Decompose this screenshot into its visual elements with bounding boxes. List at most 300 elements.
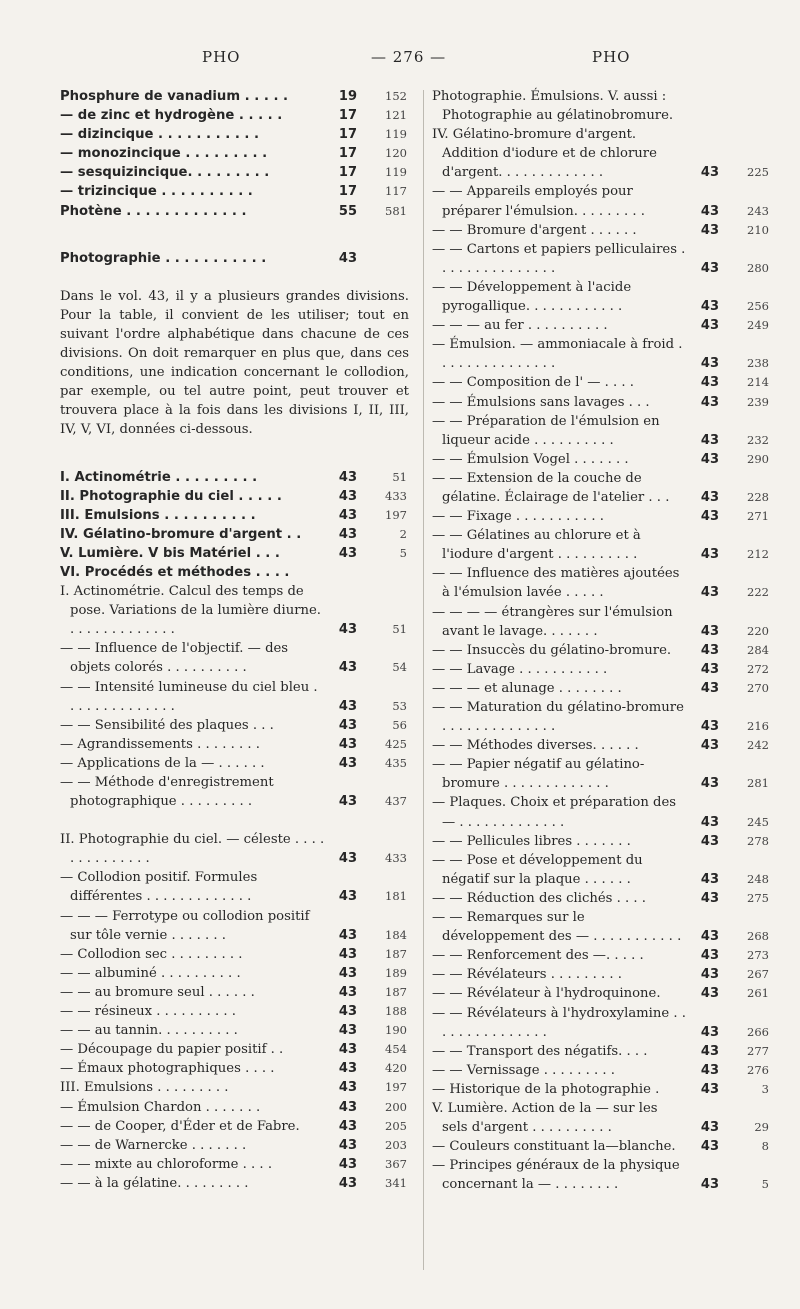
entry-page: 278	[747, 833, 769, 848]
entry-page: 29	[754, 1120, 769, 1135]
entry-page: 276	[747, 1062, 769, 1077]
entry-page: 205	[385, 1118, 407, 1133]
entry-volume: 43	[338, 1004, 357, 1020]
entry-text: II. Photographie du ciel . . . . .	[60, 488, 282, 504]
entry-text: — — au tannin. . . . . . . . . .	[60, 1023, 238, 1039]
entry-text: — — Insuccès du gélatino-bromure.	[432, 642, 672, 658]
entry-volume: 43	[700, 1139, 719, 1155]
entry-volume: 43	[700, 260, 719, 276]
entry-page: 272	[747, 661, 769, 676]
entry-text: Phosphure de vanadium . . . . .	[60, 89, 289, 104]
page-header	[0, 48, 800, 74]
entry-volume: 43	[338, 1137, 357, 1153]
entry-page: 433	[385, 851, 407, 866]
index-entry	[60, 468, 415, 487]
entry-text: — — mixte au chloroforme . . . .	[60, 1156, 273, 1172]
entry-text: — — Cartons et papiers pelliculaires . . . . . . . . . . . . . . .	[432, 241, 686, 276]
index-entry	[432, 1156, 777, 1194]
header-left: PHO	[202, 48, 241, 66]
entry-page: 119	[385, 127, 407, 142]
entry-volume: 43	[700, 451, 719, 467]
entry-volume: 43	[338, 622, 357, 638]
entry-text: — de zinc et hydrogène . . . . .	[60, 108, 283, 124]
entry-volume: 43	[338, 1099, 357, 1115]
ciel-entries	[60, 830, 415, 1193]
entry-volume: 43	[700, 299, 719, 315]
entry-page: 53	[392, 698, 407, 713]
index-entry	[432, 221, 777, 240]
entry-volume: 17	[338, 108, 357, 124]
entry-page: 188	[385, 1004, 407, 1019]
index-entry	[432, 240, 777, 278]
entry-text: — — Pose et développement du négatif sur la plaque . . . . . .	[432, 852, 643, 887]
index-entry	[60, 87, 415, 106]
entry-page: 197	[385, 507, 407, 522]
entry-volume: 43	[338, 469, 357, 485]
index-entry	[60, 163, 415, 182]
entry-text: IV. Gélatino-bromure d'argent. Addition d'iodure et de chlorure d'argent. . . . . . . . . . . . .	[432, 127, 657, 181]
entry-page: 181	[385, 889, 407, 904]
index-entry	[60, 1002, 415, 1021]
index-entry	[60, 716, 415, 735]
entry-text: — monozincique . . . . . . . . .	[60, 146, 268, 162]
index-entry	[60, 1021, 415, 1040]
entry-text: — — au bromure seul . . . . . .	[60, 984, 255, 1000]
entry-volume: 43	[338, 736, 357, 752]
entry-volume: 43	[338, 755, 357, 771]
index-entry	[60, 487, 415, 506]
index-entry	[60, 544, 415, 563]
entry-volume: 43	[338, 1080, 357, 1096]
entry-page: 190	[385, 1023, 407, 1038]
entry-volume: 43	[338, 984, 357, 1000]
index-entry	[60, 1040, 415, 1059]
index-entry	[432, 1099, 777, 1137]
entry-text: — — Transport des négatifs. . . .	[432, 1043, 648, 1059]
entry-page: 3	[761, 1081, 769, 1096]
index-entry	[432, 946, 777, 965]
entry-text: — Principes généraux de la physique concernant la — . . . . . . . .	[432, 1158, 680, 1193]
entry-page: 367	[385, 1156, 407, 1171]
entry-text: — — de Warnercke . . . . . . .	[60, 1137, 247, 1153]
index-entry	[432, 125, 777, 182]
entry-page: 203	[385, 1137, 407, 1152]
index-entry	[60, 773, 415, 811]
entry-volume: 43	[700, 776, 719, 792]
entry-text: — — de Cooper, d'Éder et de Fabre.	[60, 1118, 300, 1134]
entry-page: 270	[747, 680, 769, 695]
entry-page: 117	[385, 184, 407, 199]
index-entry	[432, 469, 777, 507]
entry-page: 121	[385, 108, 407, 123]
entry-text: — — Renforcement des —. . . . .	[432, 948, 644, 964]
phosphure-entries	[60, 87, 415, 221]
entry-volume: 43	[700, 814, 719, 830]
index-entry	[432, 87, 777, 125]
entry-text: I. Actinométrie. Calcul des temps de pose. Variations de la lumière diurne. . . . . . . . . . . . . .	[60, 584, 321, 638]
entry-volume: 43	[700, 890, 719, 906]
entry-page: 120	[385, 146, 407, 161]
index-entry	[432, 278, 777, 316]
entry-text: — Émulsion. — ammoniacale à froid . . . . . . . . . . . . . . .	[432, 337, 683, 372]
entry-volume: 43	[338, 1023, 357, 1039]
index-entry	[432, 793, 777, 831]
entry-page: 420	[385, 1061, 407, 1076]
index-entry	[60, 983, 415, 1002]
entry-volume: 43	[700, 833, 719, 849]
entry-page: 273	[747, 948, 769, 963]
entry-text: — sesquizincique. . . . . . . . .	[60, 165, 270, 181]
entry-volume: 43	[700, 547, 719, 563]
index-entry	[60, 1174, 415, 1193]
index-entry	[60, 182, 415, 201]
index-entry	[60, 1098, 415, 1117]
entry-text: — Collodion positif. Formules différentes . . . . . . . . . . . . .	[60, 870, 258, 905]
division-list	[60, 468, 415, 583]
entry-volume: 43	[700, 585, 719, 601]
entry-page: 238	[747, 356, 769, 371]
entry-page: 54	[392, 660, 407, 675]
entry-text: — — Bromure d'argent . . . . . .	[432, 222, 637, 238]
entry-page: 341	[385, 1175, 407, 1190]
entry-volume: 17	[338, 127, 357, 143]
index-entry	[432, 507, 777, 526]
entry-text: — — Méthode d'enregistrement photographique . . . . . . . . .	[60, 775, 274, 810]
index-entry	[60, 907, 415, 945]
entry-volume: 17	[338, 165, 357, 181]
entry-volume: 17	[338, 184, 357, 200]
entry-volume: 43	[700, 1120, 719, 1136]
entry-page: 261	[747, 986, 769, 1001]
index-entry	[432, 1137, 777, 1156]
entry-text: — — — et alunage . . . . . . . .	[432, 680, 622, 696]
index-entry	[432, 698, 777, 736]
entry-volume: 43	[700, 642, 719, 658]
entry-volume: 43	[338, 698, 357, 714]
right-column	[432, 87, 777, 1194]
entry-volume: 43	[338, 946, 357, 962]
entry-text: I. Actinométrie . . . . . . . . .	[60, 469, 258, 485]
index-entry	[60, 639, 415, 677]
entry-page: 454	[385, 1042, 407, 1057]
entry-volume: 43	[700, 165, 719, 181]
entry-text: — — Pellicules libres . . . . . . .	[432, 833, 631, 849]
entry-volume: 43	[700, 1062, 719, 1078]
entry-volume: 43	[700, 394, 719, 410]
index-entry	[432, 736, 777, 755]
entry-page: 5	[399, 545, 407, 560]
entry-text: IV. Gélatino-bromure d'argent . .	[60, 526, 302, 542]
entry-page: 56	[392, 717, 407, 732]
entry-text: II. Photographie du ciel. — céleste . . . . . . . . . . . . . .	[60, 832, 325, 867]
entry-page: 232	[747, 432, 769, 447]
entry-page: 119	[385, 165, 407, 180]
index-entry	[432, 908, 777, 946]
entry-text: — — Développement à l'acide pyrogallique. . . . . . . . . . . .	[432, 279, 632, 315]
index-entry	[60, 754, 415, 773]
entry-text: — — — au fer . . . . . . . . . .	[432, 318, 608, 334]
entry-text: — — Extension de la couche de gélatine. Éclairage de l'atelier . . .	[432, 470, 670, 505]
entry-volume: 43	[338, 250, 357, 266]
entry-volume: 43	[338, 660, 357, 676]
entry-volume: 43	[700, 967, 719, 983]
index-entry	[60, 125, 415, 144]
entry-text: — dizincique . . . . . . . . . . .	[60, 127, 260, 143]
entry-page: 248	[747, 871, 769, 886]
entry-volume: 43	[338, 851, 357, 867]
entry-volume: 43	[700, 948, 719, 964]
entry-volume: 43	[338, 1156, 357, 1172]
entry-volume: 17	[338, 146, 357, 162]
entry-volume: 43	[338, 1118, 357, 1134]
index-entry	[432, 755, 777, 793]
entry-page: 281	[747, 776, 769, 791]
entry-text: — — Intensité lumineuse du ciel bleu . . . . . . . . . . . . . .	[60, 679, 318, 714]
index-entry	[60, 945, 415, 964]
index-entry	[60, 202, 415, 221]
entry-page: 267	[747, 967, 769, 982]
column-divider	[423, 90, 424, 1270]
entry-text: — trizincique . . . . . . . . . .	[60, 184, 253, 200]
entry-text: — — Papier négatif au gélatino-bromure . . . . . . . . . . . . .	[432, 757, 645, 792]
header-right: PHO	[592, 48, 631, 66]
entry-volume: 43	[700, 929, 719, 945]
entry-text: V. Lumière. V bis Matériel . . .	[60, 545, 280, 561]
entry-text: — — Lavage . . . . . . . . . . .	[432, 661, 608, 677]
index-entry	[432, 182, 777, 220]
index-entry	[60, 1155, 415, 1174]
entry-page: 243	[747, 203, 769, 218]
entry-text: — Historique de la photographie .	[432, 1081, 660, 1097]
entry-page: 266	[747, 1024, 769, 1039]
entry-page: 228	[747, 489, 769, 504]
entry-text: — — Gélatines au chlorure et à l'iodure d'argent . . . . . . . . . .	[432, 528, 641, 563]
entry-volume: 43	[338, 927, 357, 943]
entry-text: — Plaques. Choix et préparation des — . . . . . . . . . . . . .	[432, 795, 677, 830]
entry-text: — — — — étrangères sur l'émulsion avant le lavage. . . . . . .	[432, 604, 673, 639]
intro-paragraph: Dans le vol. 43, il y a plusieurs grandes divisions. Pour la table, il convient de les utiliser; tout en suivant l'ordre alphabétique dans chacune de ces divisions. On doit remarquer en plus que, dans ces conditions, une indication concernant le collodion, par exemple, ou tel autre point, peut trouver et trouvera place à la fois dans les divisions I, II, III, IV, V, VI, données ci-dessous.	[60, 288, 409, 438]
entry-text: — — Révélateur à l'hydroquinone.	[432, 986, 661, 1002]
index-entry	[432, 412, 777, 450]
left-column	[60, 87, 415, 1193]
entry-page: 225	[747, 165, 769, 180]
photographie-heading	[60, 249, 415, 268]
entry-page: 51	[392, 469, 407, 484]
entry-page: 280	[747, 260, 769, 275]
entry-volume: 43	[338, 965, 357, 981]
entry-volume: 43	[700, 375, 719, 391]
actinometrie-entries	[60, 582, 415, 811]
index-entry	[432, 679, 777, 698]
entry-page: 284	[747, 642, 769, 657]
entry-page: 245	[747, 814, 769, 829]
index-entry	[432, 526, 777, 564]
entry-volume: 43	[700, 203, 719, 219]
index-entry	[60, 1136, 415, 1155]
entry-volume: 43	[700, 1024, 719, 1040]
entry-volume: 43	[338, 889, 357, 905]
entry-page: 425	[385, 736, 407, 751]
entry-volume: 43	[700, 738, 719, 754]
entry-text: — Émulsion Chardon . . . . . . .	[60, 1099, 261, 1115]
entry-volume: 43	[338, 1042, 357, 1058]
entry-volume: 43	[700, 719, 719, 735]
entry-page: 268	[747, 929, 769, 944]
entry-text: — — Appareils employés pour préparer l'émulsion. . . . . . . . .	[432, 184, 646, 219]
entry-volume: 43	[700, 623, 719, 639]
entry-page: 290	[747, 451, 769, 466]
entry-page: 197	[385, 1080, 407, 1095]
index-entry	[432, 1061, 777, 1080]
gelatino-entries	[432, 87, 777, 1194]
entry-text: Photographie . . . . . . . . . . .	[60, 250, 267, 266]
entry-volume: 43	[338, 794, 357, 810]
entry-page: 5	[761, 1177, 769, 1192]
page-number: — 276 —	[371, 48, 447, 66]
entry-text: V. Lumière. Action de la — sur les sels d'argent . . . . . . . . . .	[432, 1100, 658, 1136]
entry-text: — — Émulsions sans lavages . . .	[432, 394, 650, 410]
entry-text: — — Préparation de l'émulsion en liqueur acide . . . . . . . . . .	[432, 413, 660, 448]
entry-text: — — albuminé . . . . . . . . . .	[60, 965, 241, 981]
entry-page: 242	[747, 738, 769, 753]
index-entry	[60, 1078, 415, 1097]
entry-page: 51	[392, 622, 407, 637]
entry-volume: 43	[338, 545, 357, 561]
index-entry	[432, 393, 777, 412]
entry-page: 271	[747, 509, 769, 524]
index-entry	[60, 735, 415, 754]
index-entry	[60, 1117, 415, 1136]
index-entry	[60, 1059, 415, 1078]
index-entry	[432, 889, 777, 908]
entry-page: 8	[761, 1139, 769, 1154]
entry-volume: 43	[700, 356, 719, 372]
entry-text: — — Émulsion Vogel . . . . . . .	[432, 451, 629, 467]
entry-volume: 43	[700, 432, 719, 448]
entry-page: 210	[747, 222, 769, 237]
entry-volume: 43	[338, 507, 357, 523]
index-entry	[432, 1080, 777, 1099]
entry-text: III. Emulsions . . . . . . . . .	[60, 1080, 229, 1096]
entry-page: 216	[747, 719, 769, 734]
index-entry	[432, 603, 777, 641]
index-entry	[60, 678, 415, 716]
entry-volume: 43	[700, 222, 719, 238]
entry-page: 187	[385, 946, 407, 961]
entry-volume: 43	[338, 717, 357, 733]
entry-page: 275	[747, 890, 769, 905]
entry-page: 184	[385, 927, 407, 942]
entry-text: — — résineux . . . . . . . . . .	[60, 1004, 236, 1020]
entry-page: 437	[385, 794, 407, 809]
entry-volume: 55	[338, 203, 357, 219]
entry-volume: 43	[338, 526, 357, 542]
entry-text: — — Méthodes diverses. . . . . .	[432, 738, 639, 754]
entry-volume: 43	[700, 318, 719, 334]
entry-text: — Couleurs constituant la—blanche.	[432, 1139, 676, 1155]
index-entry	[432, 851, 777, 889]
entry-text: — — à la gélatine. . . . . . . . .	[60, 1175, 249, 1191]
index-entry	[60, 563, 415, 582]
entry-page: 581	[385, 203, 407, 218]
index-entry	[60, 868, 415, 906]
index-entry	[432, 965, 777, 984]
entry-text: — — Influence des matières ajoutées à l'émulsion lavée . . . . .	[432, 566, 680, 601]
entry-page: 433	[385, 488, 407, 503]
entry-volume: 43	[700, 1081, 719, 1097]
entry-text: Photographie. Émulsions. V. aussi : Photographie au gélatinobromure.	[432, 89, 674, 124]
index-entry	[432, 660, 777, 679]
index-entry	[432, 450, 777, 469]
index-entry	[432, 1042, 777, 1061]
index-entry	[432, 373, 777, 392]
entry-volume: 43	[700, 661, 719, 677]
entry-page: 152	[385, 89, 407, 103]
index-entry	[432, 564, 777, 602]
entry-volume: 43	[700, 509, 719, 525]
entry-volume: 43	[700, 680, 719, 696]
index-entry	[60, 525, 415, 544]
entry-page: 187	[385, 984, 407, 999]
entry-text: — — Remarques sur le développement des — . . . . . . . . . . .	[432, 910, 682, 945]
index-entry	[432, 641, 777, 660]
entry-text: — — Révélateurs . . . . . . . . .	[432, 967, 622, 983]
index-entry	[60, 582, 415, 639]
entry-page: 2	[399, 526, 407, 541]
index-entry	[60, 106, 415, 125]
entry-volume: 43	[338, 488, 357, 504]
entry-text: VI. Procédés et méthodes . . . .	[60, 564, 290, 580]
entry-text: — — — Ferrotype ou collodion positif sur tôle vernie . . . . . . .	[60, 908, 310, 943]
entry-volume: 43	[338, 1175, 357, 1191]
entry-text: — — Composition de l' — . . . .	[432, 375, 634, 391]
entry-text: — Émaux photographiques . . . .	[60, 1061, 275, 1077]
entry-page: 249	[747, 318, 769, 333]
entry-text: III. Emulsions . . . . . . . . . .	[60, 507, 256, 523]
entry-text: Photène . . . . . . . . . . . . .	[60, 203, 247, 219]
entry-volume: 19	[338, 89, 357, 104]
entry-page: 277	[747, 1043, 769, 1058]
index-entry	[432, 335, 777, 373]
index-entry	[60, 506, 415, 525]
entry-page: 239	[747, 394, 769, 409]
entry-page: 189	[385, 965, 407, 980]
entry-text: — — Fixage . . . . . . . . . . .	[432, 509, 604, 525]
entry-text: — — Réduction des clichés . . . .	[432, 890, 646, 906]
entry-text: — — Révélateurs à l'hydroxylamine . . . . . . . . . . . . . . .	[432, 1005, 686, 1040]
entry-volume: 43	[700, 1043, 719, 1059]
entry-page: 222	[747, 585, 769, 600]
entry-text: — — Maturation du gélatino-bromure . . . . . . . . . . . . . .	[432, 700, 684, 735]
entry-text: — Agrandissements . . . . . . . .	[60, 736, 260, 752]
entry-text: — Applications de la — . . . . . .	[60, 755, 265, 771]
entry-volume: 43	[700, 986, 719, 1002]
index-entry	[432, 316, 777, 335]
index-entry	[432, 1004, 777, 1042]
entry-page: 256	[747, 299, 769, 314]
index-entry	[60, 144, 415, 163]
entry-volume: 43	[700, 1177, 719, 1193]
entry-text: — Collodion sec . . . . . . . . .	[60, 946, 243, 962]
entry-text: — Découpage du papier positif . .	[60, 1042, 284, 1058]
entry-page: 435	[385, 755, 407, 770]
entry-page: 212	[747, 547, 769, 562]
entry-text: — — Influence de l'objectif. — des objets colorés . . . . . . . . . .	[60, 641, 289, 676]
index-entry	[60, 830, 415, 868]
index-entry	[432, 984, 777, 1003]
entry-volume: 43	[338, 1061, 357, 1077]
entry-page: 200	[385, 1099, 407, 1114]
